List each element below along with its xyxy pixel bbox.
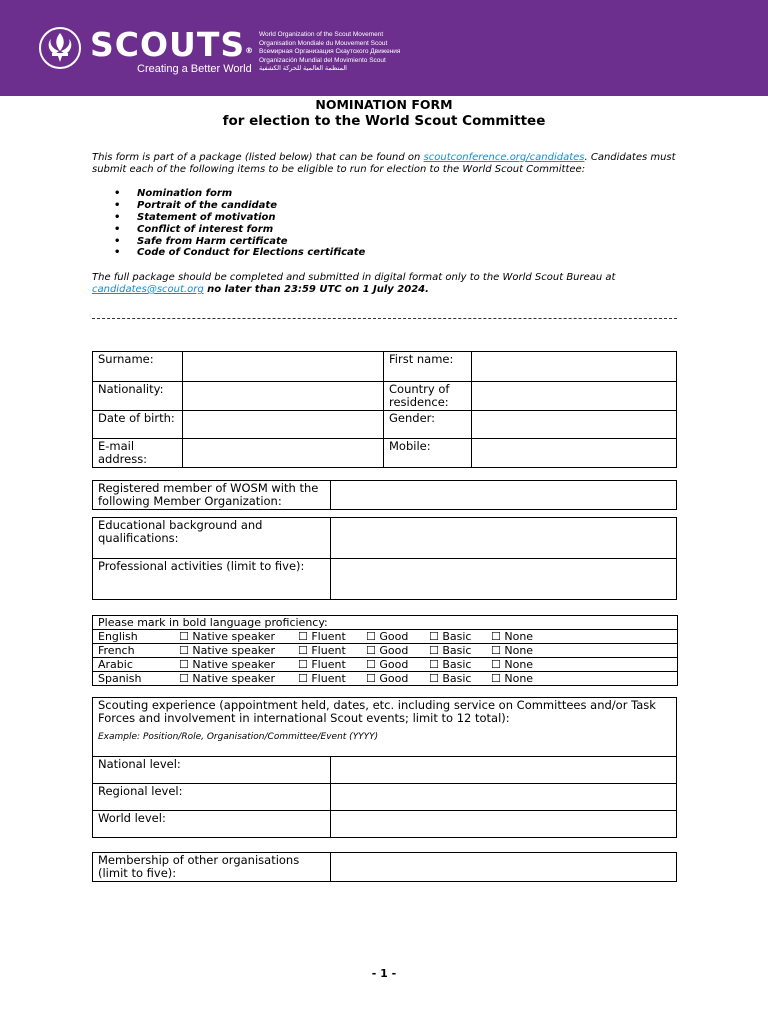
none-checkbox[interactable]: ☐ None — [491, 644, 534, 657]
professional-field[interactable] — [331, 559, 677, 600]
nationality-field[interactable] — [183, 382, 384, 411]
country-field[interactable] — [472, 382, 677, 411]
list-item: • Code of Conduct for Elections certificate — [112, 247, 365, 259]
national-level-label: National level: — [93, 757, 331, 784]
fluent-checkbox[interactable]: ☐ Fluent — [298, 672, 346, 685]
other-organisations-table — [92, 852, 677, 882]
other-organisations-field[interactable] — [331, 853, 677, 882]
list-item: • Conflict of interest form — [112, 224, 365, 236]
regional-level-field[interactable] — [331, 784, 677, 811]
language-name: English — [98, 630, 138, 643]
package-list — [112, 188, 365, 259]
good-checkbox[interactable]: ☐ Good — [366, 672, 409, 685]
list-item: • Portrait of the candidate — [112, 200, 365, 212]
native-speaker-checkbox[interactable]: ☐ Native speaker — [179, 630, 275, 643]
education-field[interactable] — [331, 518, 677, 559]
language-proficiency-table — [92, 615, 678, 686]
basic-checkbox[interactable]: ☐ Basic — [429, 630, 472, 643]
good-checkbox[interactable]: ☐ Good — [366, 658, 409, 671]
dob-label: Date of birth: — [93, 411, 183, 439]
scouting-experience-table — [92, 697, 677, 838]
language-header: Please mark in bold language proficiency: — [93, 616, 677, 630]
native-speaker-checkbox[interactable]: ☐ Native speaker — [179, 658, 275, 671]
other-organisations-label: Membership of other organisations (limit to five): — [93, 853, 331, 882]
professional-label: Professional activities (limit to five): — [93, 559, 331, 600]
candidates-page-link[interactable]: scoutconference.org/candidates — [423, 152, 585, 163]
mobile-label: Mobile: — [384, 439, 472, 468]
email-field[interactable] — [183, 439, 384, 468]
list-item: • Nomination form — [112, 188, 365, 200]
good-checkbox[interactable]: ☐ Good — [366, 644, 409, 657]
nationality-label: Nationality: — [93, 382, 183, 411]
member-organization-label: Registered member of WOSM with the following Member Organization: — [93, 481, 331, 510]
fluent-checkbox[interactable]: ☐ Fluent — [298, 630, 346, 643]
dob-field[interactable] — [183, 411, 384, 439]
member-organization-field[interactable] — [331, 481, 677, 510]
page-number: - 1 - — [371, 967, 397, 980]
basic-checkbox[interactable]: ☐ Basic — [429, 644, 472, 657]
language-row-english — [93, 630, 677, 644]
native-speaker-checkbox[interactable]: ☐ Native speaker — [179, 672, 275, 685]
none-checkbox[interactable]: ☐ None — [491, 630, 534, 643]
gender-label: Gender: — [384, 411, 472, 439]
surname-field[interactable] — [183, 352, 384, 382]
language-name: French — [98, 644, 135, 657]
regional-level-label: Regional level: — [93, 784, 331, 811]
email-label: E-mail address: — [93, 439, 183, 468]
intro-paragraph: This form is part of a package (listed below) that can be found on scoutconference.org/candidates. Candidates must submit each of the following items to be eligible to run for election to the World Scout Committee: — [92, 152, 676, 175]
list-item: • Safe from Harm certificate — [112, 236, 365, 248]
scout-fleur-de-lis-icon — [38, 26, 82, 70]
basic-checkbox[interactable]: ☐ Basic — [429, 658, 472, 671]
basic-checkbox[interactable]: ☐ Basic — [429, 672, 472, 685]
language-name: Spanish — [98, 672, 142, 685]
gender-field[interactable] — [472, 411, 677, 439]
language-row-french — [93, 644, 677, 658]
world-level-label: World level: — [93, 811, 331, 838]
brand-tagline: Creating a Better World — [137, 63, 252, 75]
surname-label: Surname: — [93, 352, 183, 382]
organization-names: World Organization of the Scout Movement Organisation Mondiale du Mouvement Scout Всемирная Организация Скаутского Движения Organización Mundial del Movimiento Scout المنظمة العالمية للحركة الكشفية — [259, 31, 401, 73]
scouting-experience-header: Scouting experience (appointment held, dates, etc. including service on Committees and/or Task Forces and involvement in international Scout events; limit to 12 total): Example: Position/Role, Organisation/Committee/Event (YYYY) — [93, 698, 677, 757]
submission-paragraph: The full package should be completed and submitted in digital format only to the World Scout Bureau at candidates@scout.org no later than 23:59 UTC on 1 July 2024. — [92, 272, 616, 295]
fluent-checkbox[interactable]: ☐ Fluent — [298, 644, 346, 657]
form-subtitle: for election to the World Scout Committee — [222, 113, 546, 129]
country-label: Country of residence: — [384, 382, 472, 411]
fluent-checkbox[interactable]: ☐ Fluent — [298, 658, 346, 671]
scouting-example: Example: Position/Role, Organisation/Committee/Event (YYYY) — [98, 732, 379, 742]
header-banner — [0, 0, 768, 96]
good-checkbox[interactable]: ☐ Good — [366, 630, 409, 643]
education-professional-table — [92, 517, 677, 600]
member-organization-table — [92, 480, 677, 510]
language-row-spanish — [93, 672, 677, 685]
mobile-field[interactable] — [472, 439, 677, 468]
personal-details-table — [92, 351, 677, 468]
list-item: • Statement of motivation — [112, 212, 365, 224]
form-title: NOMINATION FORM — [315, 97, 453, 112]
candidates-email-link[interactable]: candidates@scout.org — [92, 284, 204, 295]
native-speaker-checkbox[interactable]: ☐ Native speaker — [179, 644, 275, 657]
dashed-divider — [92, 318, 677, 319]
none-checkbox[interactable]: ☐ None — [491, 672, 534, 685]
world-level-field[interactable] — [331, 811, 677, 838]
first-name-label: First name: — [384, 352, 472, 382]
language-row-arabic — [93, 658, 677, 672]
brand-wordmark: SCOUTS® — [90, 25, 255, 64]
first-name-field[interactable] — [472, 352, 677, 382]
none-checkbox[interactable]: ☐ None — [491, 658, 534, 671]
national-level-field[interactable] — [331, 757, 677, 784]
language-name: Arabic — [98, 658, 133, 671]
education-label: Educational background and qualifications: — [93, 518, 331, 559]
